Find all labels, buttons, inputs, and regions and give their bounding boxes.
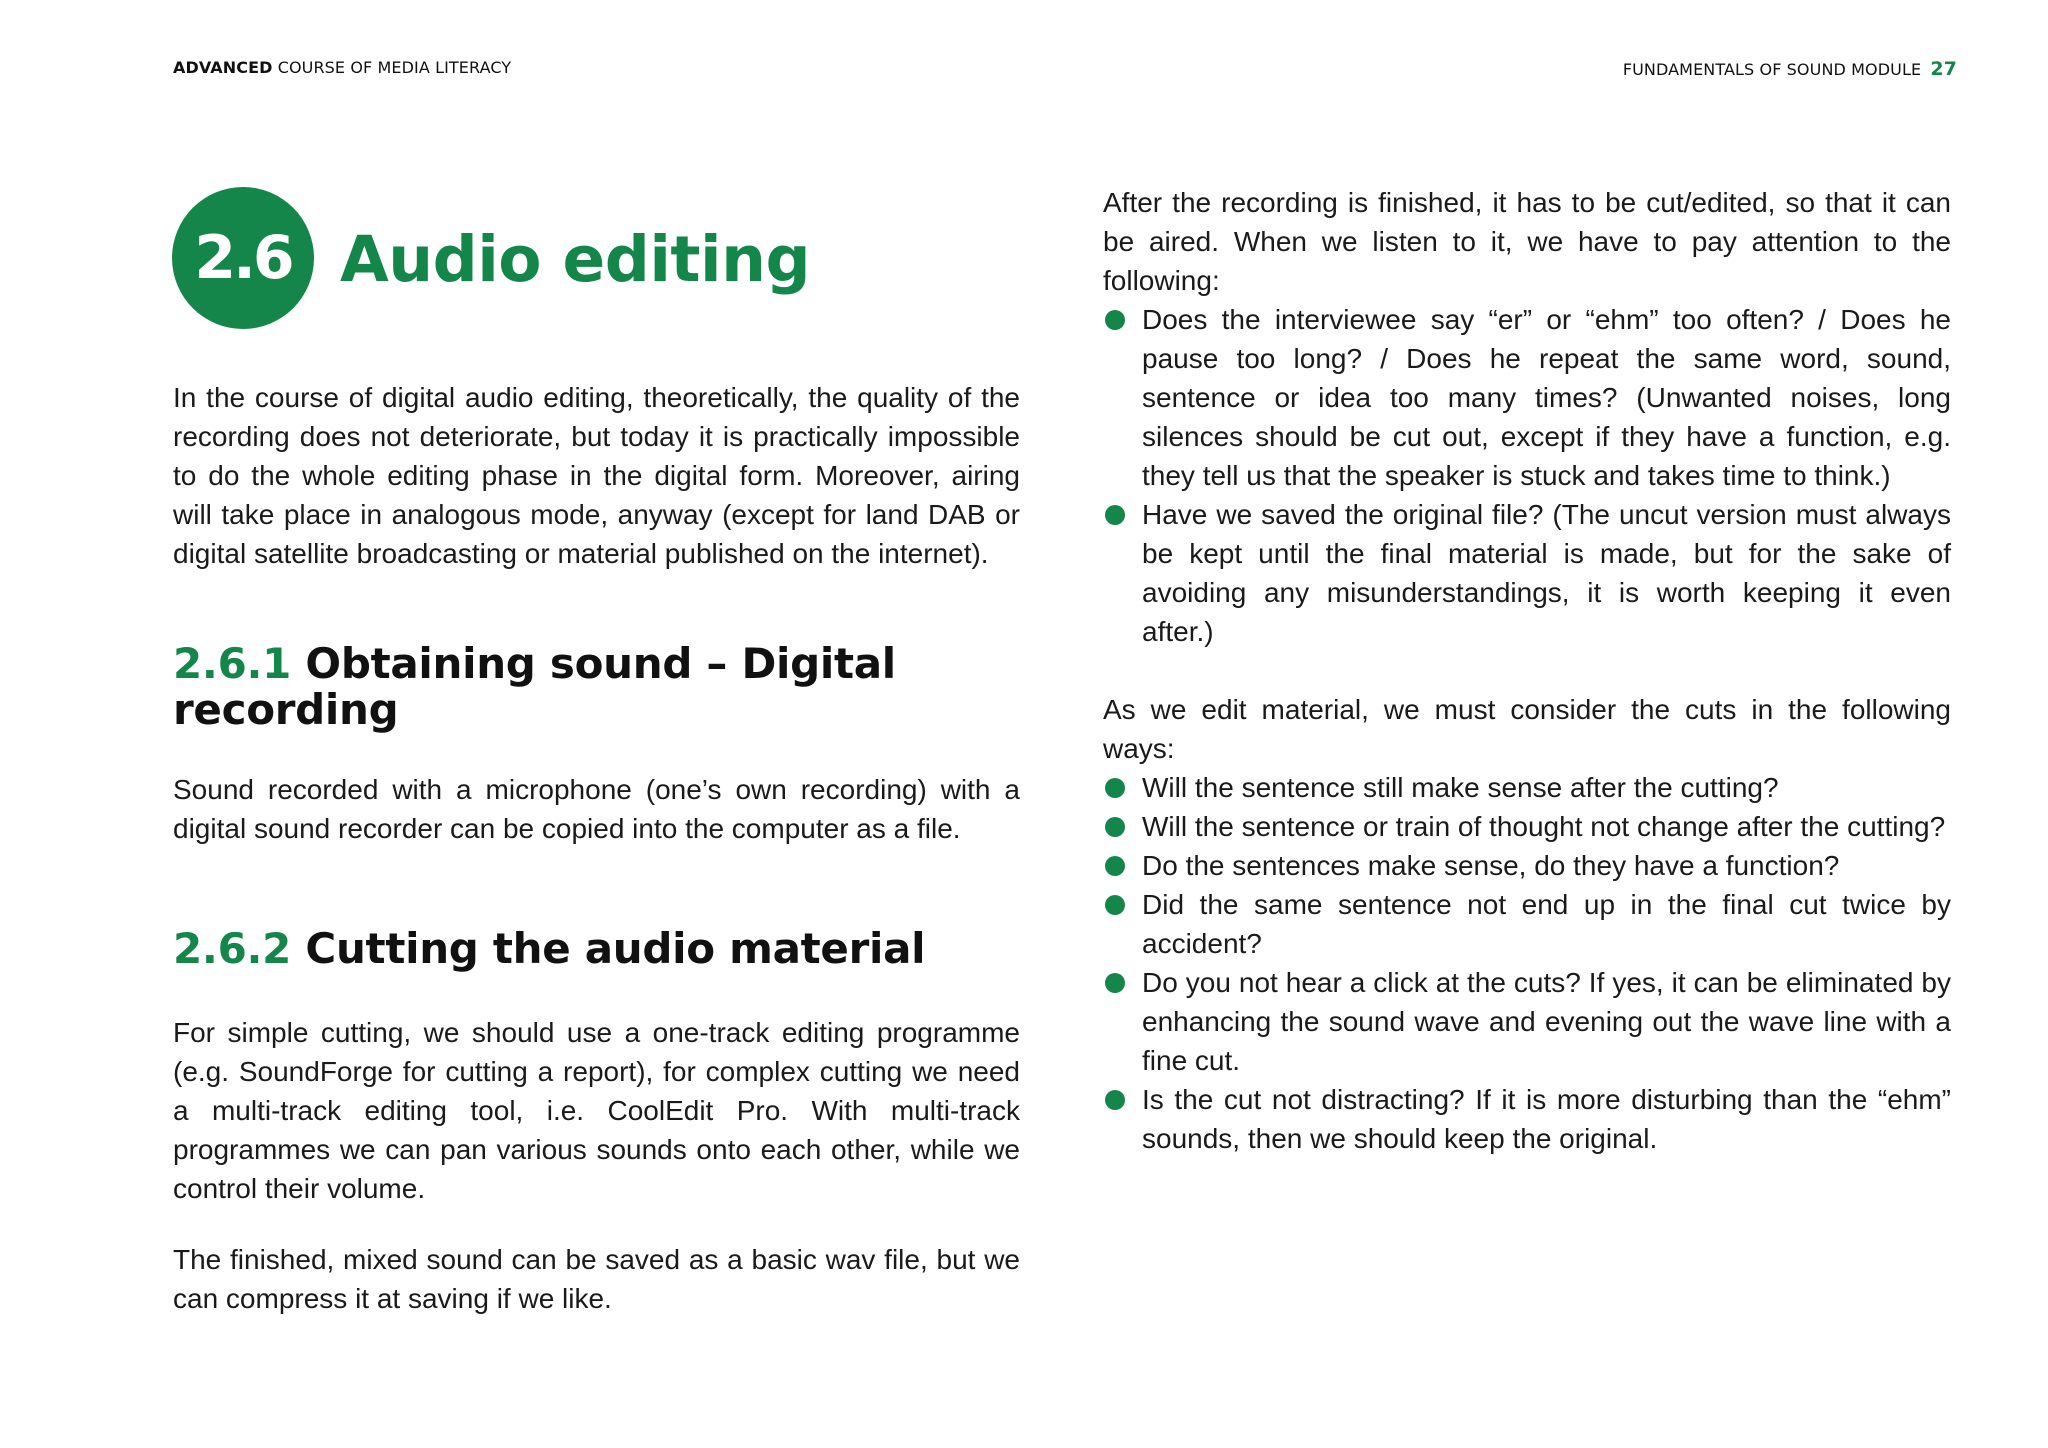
list-item-text: Will the sentence still make sense after the cutting? <box>1142 772 1779 803</box>
header-course-level: ADVANCED <box>173 58 273 77</box>
running-header-right <box>1623 58 1957 80</box>
header-course-name: COURSE OF MEDIA LITERACY <box>277 58 512 77</box>
bullet-icon <box>1105 973 1125 993</box>
right-intro-paragraph-2: As we edit material, we must consider the cuts in the following ways: <box>1103 694 1951 764</box>
list-item <box>1103 768 1951 807</box>
list-item-text: Will the sentence or train of thought not change after the cutting? <box>1142 811 1946 842</box>
subsection-paragraph: For simple cutting, we should use a one-track editing programme (e.g. SoundForge for cutting a report), for complex cutting we need a multi-track editing tool, i.e. CoolEdit Pro. With multi-track programmes we can pan various sounds onto each other, while we control their volume. <box>173 1017 1020 1204</box>
right-column <box>1103 183 1951 1158</box>
subsection-2-6-1 <box>173 641 1020 733</box>
subsection-2-6-1-body <box>173 770 1020 848</box>
list-item <box>1103 495 1951 651</box>
list-item-text: Do the sentences make sense, do they have a function? <box>1142 850 1840 881</box>
bullet-icon <box>1105 817 1125 837</box>
subsection-2-6-2-body <box>173 1013 1020 1208</box>
list-item-text: Does the interviewee say “er” or “ehm” too often? / Does he pause too long? / Does he repeat the same word, sound, sentence or idea too many times? (Unwanted noises, long silences should be cut out, except if they have a function, e.g. they tell us that the speaker is stuck and takes time to think.) <box>1142 304 1951 491</box>
subsection-paragraph: The finished, mixed sound can be saved as a basic wav file, but we can compress it at saving if we like. <box>173 1244 1020 1314</box>
subsection-title: Cutting the audio material <box>305 924 926 973</box>
subsection-number: 2.6.2 <box>173 924 292 973</box>
list-item <box>1103 885 1951 963</box>
list-item <box>1103 1080 1951 1158</box>
subsection-heading <box>173 926 1020 972</box>
page-number: 27 <box>1930 58 1957 80</box>
bullet-icon <box>1105 895 1125 915</box>
subsection-paragraph: Sound recorded with a microphone (one’s own recording) with a digital sound recorder can be copied into the computer as a file. <box>173 774 1020 844</box>
running-header-left <box>173 58 511 77</box>
bullet-icon <box>1105 1090 1125 1110</box>
right-intro-paragraph: After the recording is finished, it has to be cut/edited, so that it can be aired. When we listen to it, we have to pay attention to the following: <box>1103 187 1951 296</box>
bullet-icon <box>1105 505 1125 525</box>
subsection-2-6-2-body-2 <box>173 1240 1020 1318</box>
list-item <box>1103 300 1951 495</box>
bullet-icon <box>1105 778 1125 798</box>
list-item-text: Do you not hear a click at the cuts? If yes, it can be eliminated by enhancing the sound wave and evening out the wave line with a fine cut. <box>1142 967 1951 1076</box>
spacer <box>1103 651 1951 690</box>
subsection-heading <box>173 641 1020 733</box>
list-item-text: Have we saved the original file? (The uncut version must always be kept until the final material is made, but for the sake of avoiding any misunderstandings, it is worth keeping it even after.) <box>1142 499 1951 647</box>
header-module-name: FUNDAMENTALS OF SOUND MODULE <box>1622 60 1922 79</box>
bullet-icon <box>1105 856 1125 876</box>
list-item <box>1103 846 1951 885</box>
section-title: Audio editing <box>340 223 811 296</box>
list-item-text: Did the same sentence not end up in the final cut twice by accident? <box>1142 889 1951 959</box>
list-item <box>1103 963 1951 1080</box>
checklist-recording <box>1103 300 1951 651</box>
list-item-text: Is the cut not distracting? If it is more disturbing than the “ehm” sounds, then we should keep the original. <box>1142 1084 1951 1154</box>
subsection-2-6-2 <box>173 926 1020 972</box>
checklist-cuts <box>1103 768 1951 1158</box>
subsection-number: 2.6.1 <box>173 639 292 688</box>
subsection-title: Obtaining sound – Digital recording <box>173 639 896 734</box>
section-number-badge: 2.6 <box>172 187 314 329</box>
section-intro-paragraph: In the course of digital audio editing, theoretically, the quality of the recording does not deteriorate, but today it is practically impossible to do the whole editing phase in the digital form. Moreover, airing will take place in analogous mode, anyway (except for land DAB or digital satellite broadcasting or material published on the internet). <box>173 382 1020 569</box>
list-item <box>1103 807 1951 846</box>
bullet-icon <box>1105 310 1125 330</box>
left-column <box>173 378 1020 573</box>
